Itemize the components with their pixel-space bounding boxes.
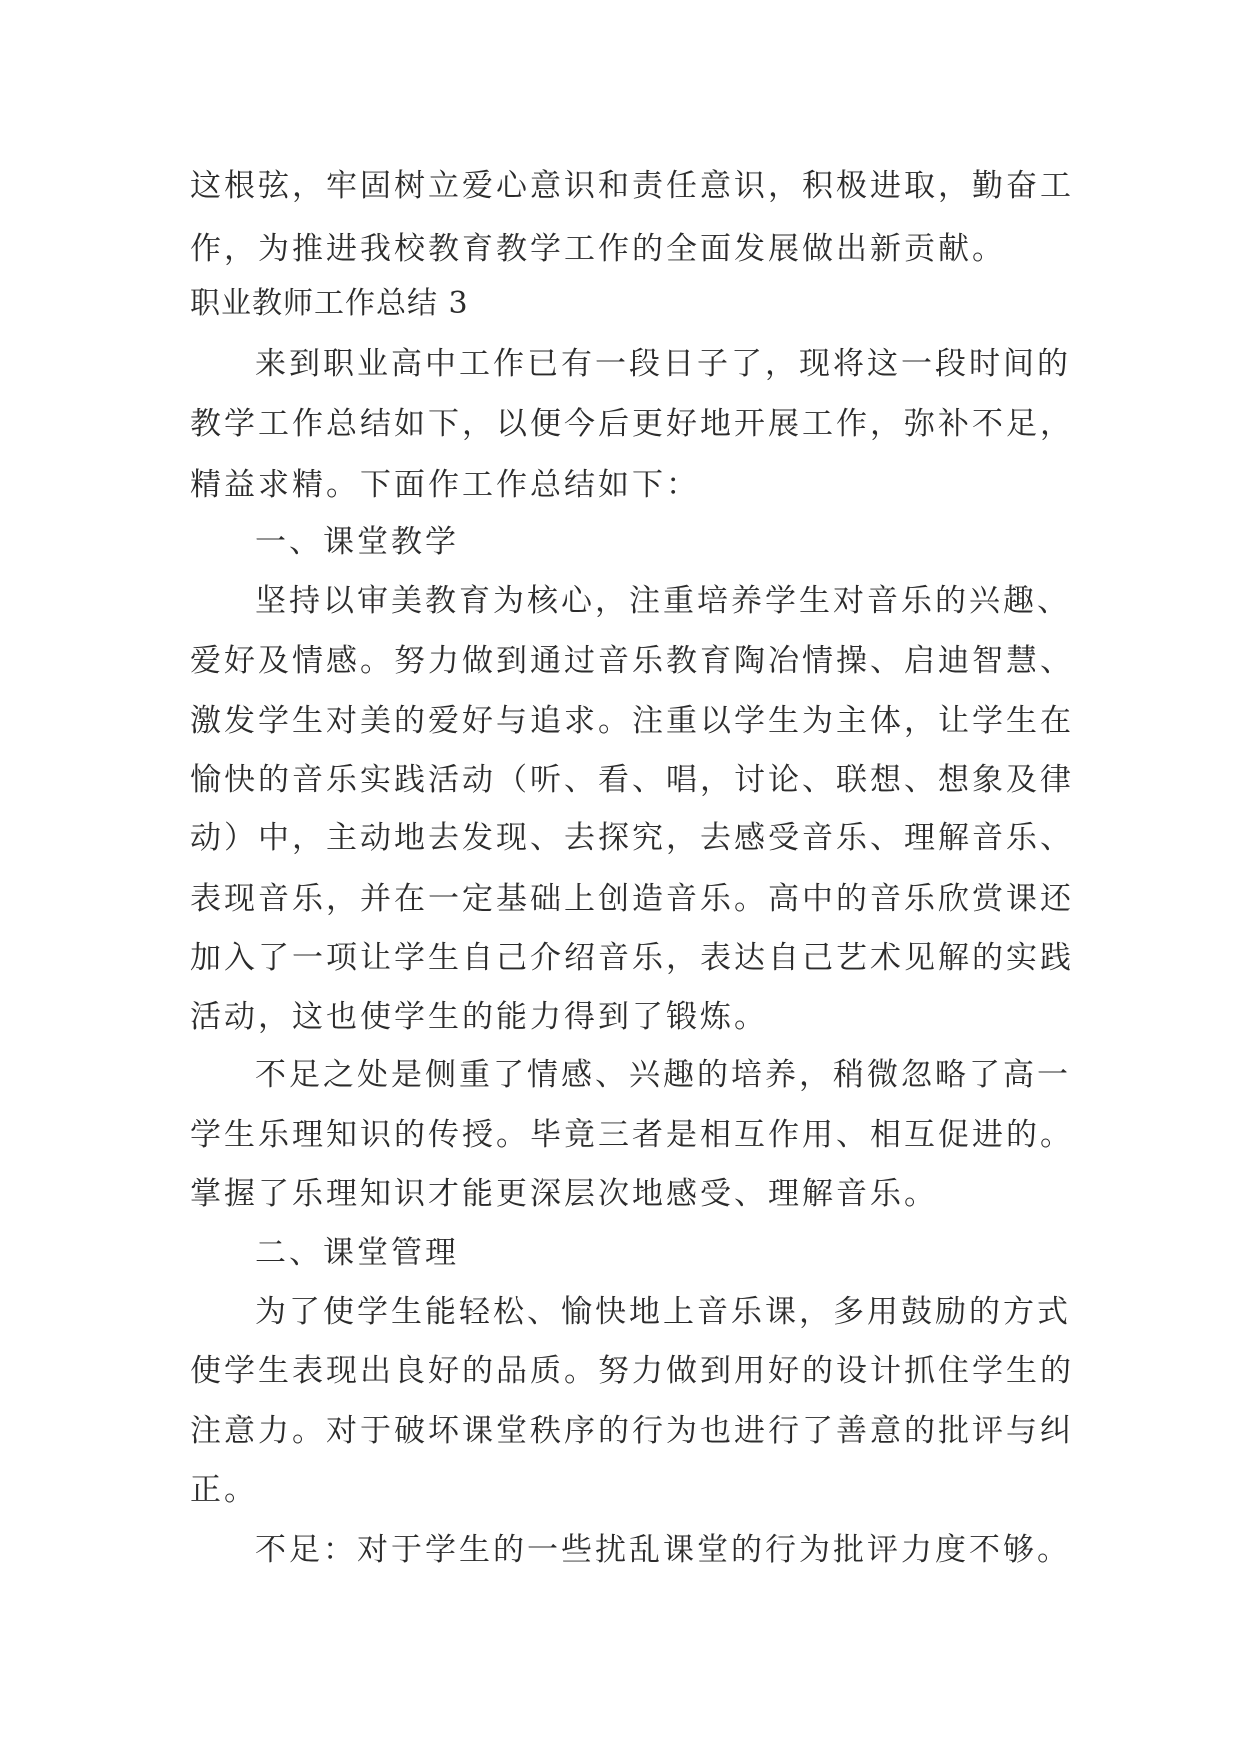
text-line: 愉快的音乐实践活动（听、看、唱，讨论、联想、想象及律 [190,762,1074,798]
paragraph-first-line: 为了使学生能轻松、愉快地上音乐课，多用鼓励的方式 [255,1294,1071,1330]
text-line: 加入了一项让学生自己介绍音乐，表达自己艺术见解的实践 [190,940,1074,976]
paragraph-first-line: 来到职业高中工作已有一段日子了，现将这一段时间的 [255,346,1071,382]
text-line: 教学工作总结如下，以便今后更好地开展工作，弥补不足， [190,406,1074,442]
text-line: 正。 [190,1472,258,1508]
text-line: 活动，这也使学生的能力得到了锻炼。 [190,999,768,1035]
text-line: 精益求精。下面作工作总结如下： [190,467,700,503]
text-line: 激发学生对美的爱好与追求。注重以学生为主体，让学生在 [190,703,1074,739]
text-line: 表现音乐，并在一定基础上创造音乐。高中的音乐欣赏课还 [190,881,1074,917]
text-line: 这根弦，牢固树立爱心意识和责任意识，积极进取，勤奋工 [190,168,1074,204]
section-heading: 二、课堂管理 [255,1235,459,1271]
paragraph-first-line: 不足之处是侧重了情感、兴趣的培养，稍微忽略了高一 [255,1057,1071,1093]
text-line: 动）中，主动地去发现、去探究，去感受音乐、理解音乐、 [190,820,1074,856]
text-line: 掌握了乐理知识才能更深层次地感受、理解音乐。 [190,1176,938,1212]
section-heading: 一、课堂教学 [255,524,459,560]
text-line: 注意力。对于破坏课堂秩序的行为也进行了善意的批评与纠 [190,1413,1074,1449]
text-line: 爱好及情感。努力做到通过音乐教育陶冶情操、启迪智慧、 [190,643,1074,679]
text-line: 作，为推进我校教育教学工作的全面发展做出新贡献。 [190,231,1006,267]
paragraph-first-line: 坚持以审美教育为核心，注重培养学生对音乐的兴趣、 [255,583,1071,619]
section-title: 职业教师工作总结 3 [190,286,469,321]
text-line: 使学生表现出良好的品质。努力做到用好的设计抓住学生的 [190,1353,1074,1389]
paragraph-first-line: 不足：对于学生的一些扰乱课堂的行为批评力度不够。 [255,1532,1071,1568]
text-line: 学生乐理知识的传授。毕竟三者是相互作用、相互促进的。 [190,1117,1074,1153]
